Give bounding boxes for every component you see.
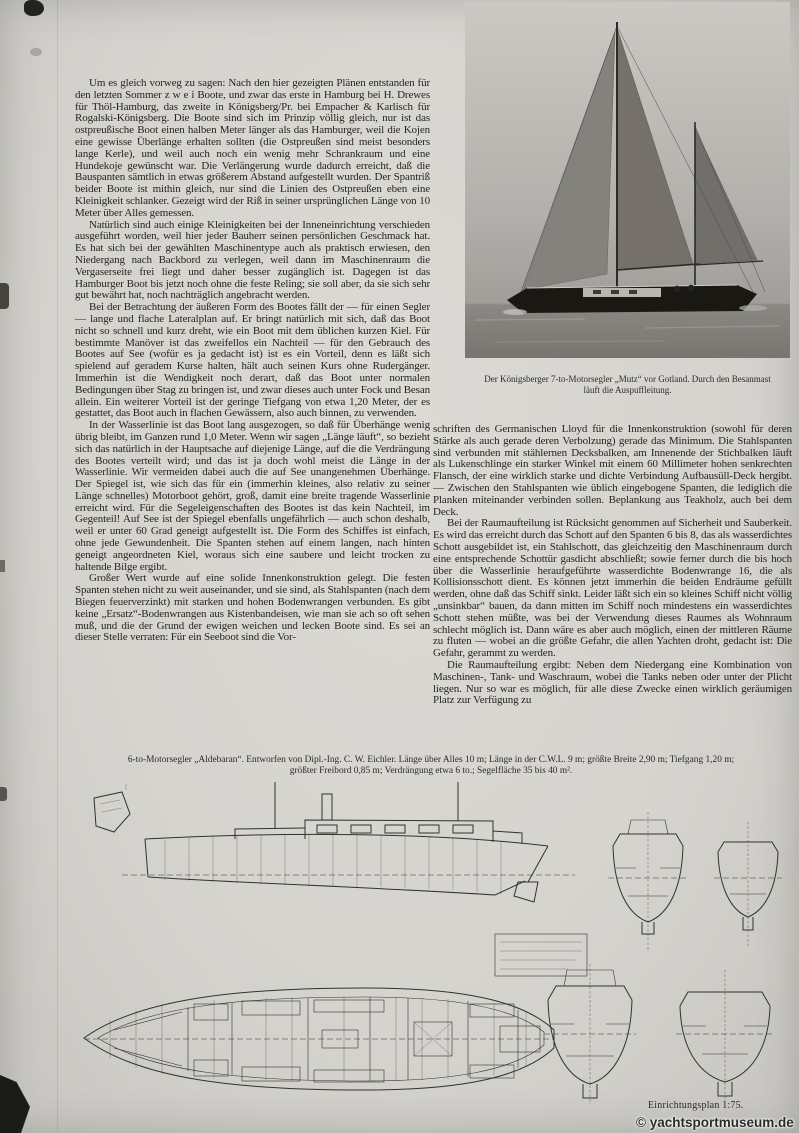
paragraph: schriften des Germanischen Lloyd für die Innenkonstruktion (sowohl für deren Stärke als auch gerade deren Verbolzung) gerade das Minimum. Die Stahlspanten sind verbunden mit stählernen Decksbalken, am Innenende der Stichbalken läuft als Lukenschlinge ein starker Winkel mit einem 60 Millimeter hohen senkrechten Flansch, der eine wirklich starke und dichte Verbindung Aufbausüll-Deck hergibt. — Zwischen den Stahlspanten wie üblich eingebogene Spanten, die lediglich die Planken miteinander verbinden sollen. Beplankung aus Teakholz, auch bei dem Deck. [433, 424, 792, 518]
paragraph: Großer Wert wurde auf eine solide Innenkonstruktion gelegt. Die festen Spanten stehen nicht zu weit auseinander, und sie sind, als Stahlspanten (nach dem Biegen feuerverzinkt) mit starken und hohen Bodenwrangen verbunden. Es gibt keine „Ersatz“-Bodenwrangen aus Kistenbandeisen, wie man sie ach so oft sehen muß, und die der Grund der ewigen weichen und lecken Boote sind. Es sei an dieser Stelle verraten: Für ein Seeboot sind die Vor- [75, 572, 430, 644]
paragraph: Bei der Betrachtung der äußeren Form des Bootes fällt der — für einen Segler — lange und flache Lateralplan auf. Er bringt natürlich mit sich, daß das Boot nicht so schnell und kurz dreht, wie ein Boot mit dem üblichen kurzen Kiel. Für bestimmte Manöver ist das zweifellos ein Nachteil — für den Gebrauch des Bootes auf See (wofür es ja gedacht ist) ist es ein Vorteil, denn es läßt sich spielend auf geradem Kurse halten, hält auch seinen Kurs ohne Rudergänger. Immerhin ist die Wendigkeit noch derart, daß das Boot unter normalen Bedingungen über Stag zu bringen ist, und zwar dieses auch unter Fock und Besan allein. Ein weiterer Vorteil ist der geringe Tiefgang von etwa 1,20 Meter, der es gestattet, das Boot auch in flachen Gewässern, also auch binnen, zu verwenden. [75, 301, 430, 420]
profile-station-lines [165, 835, 501, 894]
scan-artifact-corner [0, 1075, 30, 1133]
scan-artifact-edge [0, 283, 9, 309]
deck-plan-drawing [84, 988, 554, 1090]
article-right-column [433, 424, 792, 740]
cross-sections-upper-drawing [608, 812, 782, 950]
drawing-caption-line1: 6-to-Motorsegler „Aldebaran“. Entworfen von Dipl.-Ing. C. W. Eichler. Länge über Alles 10 m; Länge in der C.W.L. 9 m; größte Breite 2,90 m; Tiefgang 1,20 m; [127, 755, 735, 765]
scan-artifact-blob [24, 0, 44, 16]
construction-plans-drawing [70, 782, 790, 1117]
photo-caption [455, 374, 799, 395]
watermark: © yachtsportmuseum.de [636, 1115, 794, 1130]
article-left-column [75, 78, 430, 738]
paragraph: Bei der Raumaufteilung ist Rücksicht genommen auf Sicherheit und Sauberkeit. Es wird das erreicht durch das Schott auf den Spanten 6 bis 8, das als wasserdichtes Schott ausgebildet ist, ein Stahlschott, das gleichzeitig den Maschinenraum durch eine entsprechende Schottür gasdicht abschließt; sowie ferner durch die bis hoch über die Wasserlinie heraufgeführte wasserdichte Bodenwrange 16, die als Kollisionsschott dient. Es können jetzt immerhin die beiden Endräume gefüllt werden, ohne daß das Schiff sinkt. Leider läßt sich ein so kleines Schiff nicht völlig „unsinkbar“ bauen, da dann mitten im Schiff noch mindestens ein wasserdichtes Schott stehen müßte, was bei der Verwendung dieses Raumes als Wohnraum schlecht möglich ist. Dann wäre es aber auch möglich, einen der mittleren Räume zu fluten — wobei an die größte Gefahr, die allen Yachten droht, gedacht ist: Die Gefahr, gerammt zu werden. [433, 517, 792, 660]
scan-artifact-edge [0, 560, 5, 572]
scan-artifact-smudge [30, 48, 42, 56]
paragraph: In der Wasserlinie ist das Boot lang ausgezogen, so daß für Überhänge wenig übrig bleibt, im Ganzen rund 1,0 Meter. Wenn wir sagen „Länge läuft“, so bezieht sich das natürlich in der Hauptsache auf diejenige Länge, auf die die Verdrängung des Bootes verteilt wird; und das ist ja doch wohl meist die Länge in der Wasserlinie. Wir vermeiden dabei auch die auf See unangenehmen Überhänge. Der Spiegel ist, wie sich das für ein (immerhin kleines, also relativ zu seiner Länge schnelles) Motorboot gehört, groß, damit eine breite tragende Wasserlinie erreicht wird. Für die Segeleigenschaften des Bootes ist das kein Nachteil, im Gegenteil! Auf See ist der Spiegel ebenfalls ungefährlich — auch schon deshalb, weil er unter 60 Grad geneigt aufgestellt ist. Die Form des Schiffes ist einfach, ohne jede Gewundenheit. Die Spanten stehen auf einem langen, nach hinten geneigt angeordneten Kiel, woraus sich eine saubere und leicht trocken zu haltende Bilge ergibt. [75, 419, 430, 573]
photo-caption-line1: Der Königsberger 7-to-Motorsegler „Mutz“ vor Gotland. Durch den Besanmast [484, 374, 771, 384]
drawing-caption-line2: größter Freibord 0,85 m; Verdrängung etwa 6 to.; Segelfläche 35 bis 40 m². [289, 766, 573, 776]
paragraph: Die Raumaufteilung ergibt: Neben dem Niedergang eine Kombination von Maschinen-, Tank- und Waschraum, wobei die Tanks neben oder unter der Plicht liegen. Nur so war es möglich, für alle diese Zwecke einen wirklich geräumigen Platz zur Verfügung zu [433, 658, 792, 707]
boat-photo-graphic [465, 2, 790, 358]
profile-view-drawing [122, 782, 575, 902]
scan-fold-line [57, 0, 58, 1133]
drawing-caption [72, 755, 790, 777]
detail-inset-drawing [94, 784, 130, 832]
cross-sections-lower-drawing [544, 964, 774, 1104]
boat-photo [465, 2, 790, 358]
photo-caption-line2: läuft die Auspuffleitung. [583, 384, 672, 395]
plan-scale-label: Einrichtungsplan 1:75. [648, 1100, 744, 1111]
scan-artifact-edge [0, 787, 7, 801]
paragraph: Natürlich sind auch einige Kleinigkeiten bei der Inneneinrichtung verschieden ausgeführt worden, weil hier jeder Bauherr seinen persönlichen Geschmack hat. Es hat sich bei der gewählten Maschinentype auch als praktisch erwiesen, den Niedergang nach Backbord zu verlegen, weil dann im Maschinenraum die Vergaserseite frei liegt und daher besser zugänglich ist. Dagegen ist das Hamburger Boot bis jetzt noch ohne die feste Reling; sie soll aber, da sie sich sehr gut bewährt hat, noch nachträglich angebracht werden. [75, 218, 430, 302]
plan-furniture [114, 1000, 540, 1082]
paragraph: Um es gleich vorweg zu sagen: Nach den hier gezeigten Plänen entstanden für den letzten Sommer z w e i Boote, und zwar das erste in Hamburg bei H. Drewes für Thöl-Hamburg, das zweite in Königsberg/Pr. bei Empacher & Karlisch für Rogalski-Königsberg. Die Boote sind sich im Prinzip völlig gleich, nur ist das ostpreußische Boot einen halben Meter länger als das Hamburger, weil die Kojen eine gewisse Überlänge erhalten sollten (die Ostpreußen sind meist besonders lange Kerle), und weil auch noch ein wenig mehr Schrankraum und eine Hundekoje gewünscht war. Die Verlängerung wurde dadurch erreicht, daß die Bauspanten sämtlich in etwas größerem Abstand aufgestellt wurden. Der Spantriß beider Boote ist mithin gleich, nur sind die Linien des Ostpreußen eben eine Kleinigkeit schlanker. Gezeigt wird der Riß in seiner ursprünglichen Länge von 10 Meter über Alles gemessen. [75, 78, 430, 219]
